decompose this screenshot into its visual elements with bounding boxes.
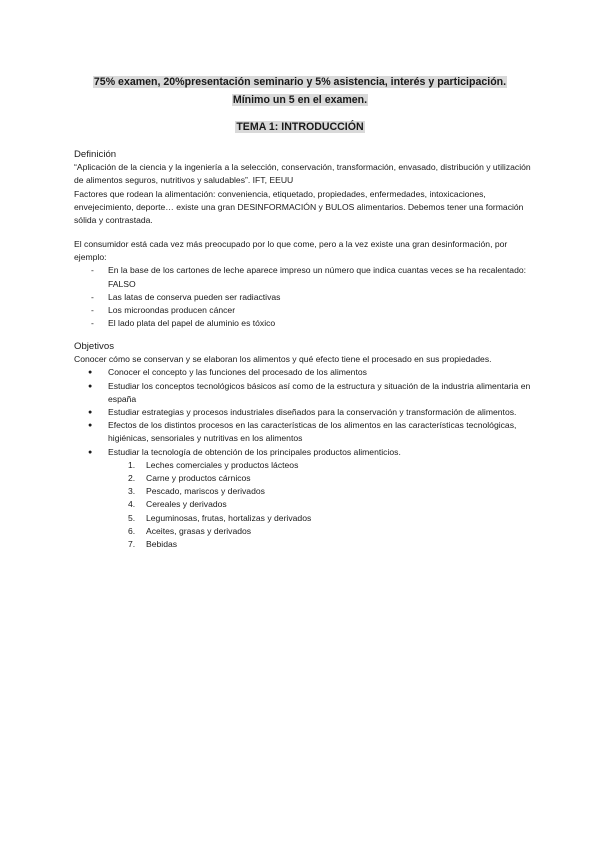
list-item [74,525,534,538]
objetivos-list [74,366,534,458]
item-label: Leches comerciales y productos lácteos [146,459,299,470]
page-title: TEMA 1: INTRODUCCIÓN [236,121,364,133]
item-number: 3. [128,486,136,497]
section-definicion [74,148,534,227]
item-number: 5. [128,512,136,523]
list-item: - El lado plata del papel de aluminio es tóxico [74,317,534,330]
item-label: Leguminosas, frutas, hortalizas y derivados [146,512,312,523]
item-number: 2. [128,473,136,484]
list-item [74,538,534,551]
list-item [74,498,534,511]
list-item: - Los microondas producen cáncer [74,304,534,317]
list-item: ● Estudiar estrategias y procesos industriales diseñados para la conservación y transformación de alimentos. [74,406,534,419]
objetivos-intro: Conocer cómo se conservan y se elaboran los alimentos y qué efecto tiene el procesado en sus propiedades. [74,354,492,365]
item-label: Carne y productos cárnicos [146,473,251,484]
section-objetivos [74,340,534,551]
grading-line-2: Mínimo un 5 en el examen. [232,94,368,106]
factores-paragraph: Factores que rodean la alimentación: conveniencia, etiquetado, propiedades, enfermedades, intoxicaciones, envejecimiento, deporte… existe una gran DESINFORMACIÓN y BULOS alimentarios. Debemos tener una formación sólida y contrastada. [74,188,524,226]
item-number: 1. [128,459,136,470]
list-item [74,512,534,525]
grading-line-1: 75% examen, 20%presentación seminario y 5% asistencia, interés y participación. [93,76,507,88]
list-item: ● Conocer el concepto y las funciones del procesado de los alimentos [74,366,534,379]
definicion-paragraph: “Aplicación de la ciencia y la ingeniería a la selección, conservación, transformación, envasado, distribución y utilización de alimentos seguros, nutritivos y saludables”. IFT, EEUU [74,162,531,186]
grading-header [60,72,540,108]
list-item: ● Efectos de los distintos procesos en las características de los alimentos en las características tecnológicas, higiénicas, sensoriales y nutritivas en los alimentos [74,419,534,445]
list-item: ● Estudiar la tecnología de obtención de los principales productos alimenticios. [74,446,534,459]
list-item: ● Estudiar los conceptos tecnológicos básicos así como de la estructura y situación de la industria alimentaria en españa [74,380,534,406]
item-label: Cereales y derivados [146,499,227,510]
item-number: 4. [128,499,136,510]
section-consumidor [74,238,534,330]
item-number: 6. [128,525,136,536]
list-item [74,472,534,485]
list-item [74,485,534,498]
definicion-heading: Definición [74,149,117,160]
item-label: Bebidas [146,539,178,550]
list-item: - En la base de los cartones de leche aparece impreso un número que indica cuantas veces se ha recalentado: FALSO [74,264,534,290]
objetivos-heading: Objetivos [74,341,114,352]
list-item [74,459,534,472]
page-title-wrap [0,117,600,135]
productos-list [74,459,534,551]
consumidor-intro: El consumidor está cada vez más preocupado por lo que come, pero a la vez existe una gran desinformación, por ejemplo: [74,239,508,263]
bulos-list [74,264,534,330]
list-item: - Las latas de conserva pueden ser radiactivas [74,291,534,304]
item-label: Aceites, grasas y derivados [146,525,252,536]
item-label: Pescado, mariscos y derivados [146,486,265,497]
item-number: 7. [128,539,136,550]
